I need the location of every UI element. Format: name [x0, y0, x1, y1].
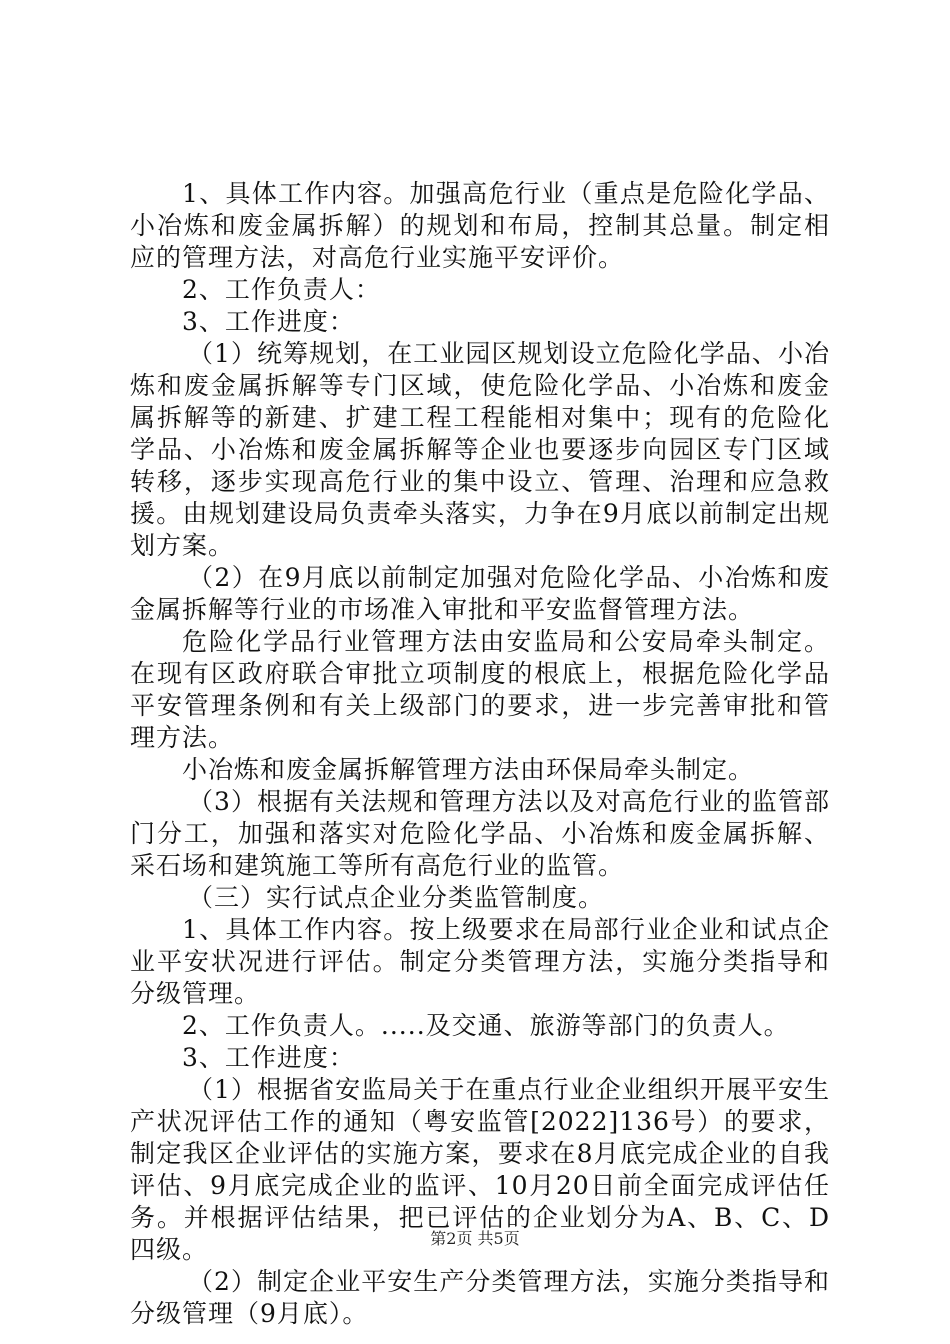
paragraph-2: 2、工作负责人：	[182, 275, 381, 304]
paragraph-10: 1、具体工作内容。按上级要求在局部行业企业和试点企业平安状况进行评估。制定分类管理方法，实施分类指导和分级管理。	[130, 915, 830, 1008]
paragraph-5: （2）在9月底以前制定加强对危险化学品、小冶炼和废金属拆解等行业的市场准入审批和平安监督管理方法。	[130, 563, 830, 624]
paragraph-14: （2）制定企业平安生产分类管理方法，实施分类指导和分级管理（9月底）。	[130, 1267, 830, 1328]
paragraph-12: 3、工作进度：	[182, 1043, 355, 1072]
paragraph-6: 危险化学品行业管理方法由安监局和公安局牵头制定。在现有区政府联合审批立项制度的根底上，根据危险化学品平安管理条例和有关上级部门的要求，进一步完善审批和管理方法。	[130, 627, 830, 752]
paragraph-7: 小冶炼和废金属拆解管理方法由环保局牵头制定。	[182, 755, 755, 784]
paragraph-9: （三）实行试点企业分类监管制度。	[188, 883, 605, 912]
paragraph-3: 3、工作进度：	[182, 307, 355, 336]
document-body	[130, 178, 830, 1330]
paragraph-4: （1）统筹规划，在工业园区规划设立危险化学品、小冶炼和废金属拆解等专门区域，使危险化学品、小冶炼和废金属拆解等的新建、扩建工程工程能相对集中；现有的危险化学品、小冶炼和废金属拆解等企业也要逐步向园区专门区域转移，逐步实现高危行业的集中设立、管理、治理和应急救援。由规划建设局负责牵头落实，力争在9月底以前制定出规划方案。	[130, 339, 830, 560]
paragraph-1: 1、具体工作内容。加强高危行业（重点是危险化学品、小冶炼和废金属拆解）的规划和布局，控制其总量。制定相应的管理方法，对高危行业实施平安评价。	[130, 179, 830, 272]
paragraph-8: （3）根据有关法规和管理方法以及对高危行业的监管部门分工，加强和落实对危险化学品、小冶炼和废金属拆解、采石场和建筑施工等所有高危行业的监管。	[130, 787, 830, 880]
page-number: 第2页 共5页	[430, 1229, 520, 1248]
paragraph-11: 2、工作负责人。.....及交通、旅游等部门的负责人。	[182, 1011, 790, 1040]
paragraph-13: （1）根据省安监局关于在重点行业企业组织开展平安生产状况评估工作的通知（粤安监管[2022]136号）的要求，制定我区企业评估的实施方案，要求在8月底完成企业的自我评估、9月底完成企业的监评、10月20日前全面完成评估任务。并根据评估结果，把已评估的企业划分为A、B、C、D四级。	[130, 1075, 830, 1264]
